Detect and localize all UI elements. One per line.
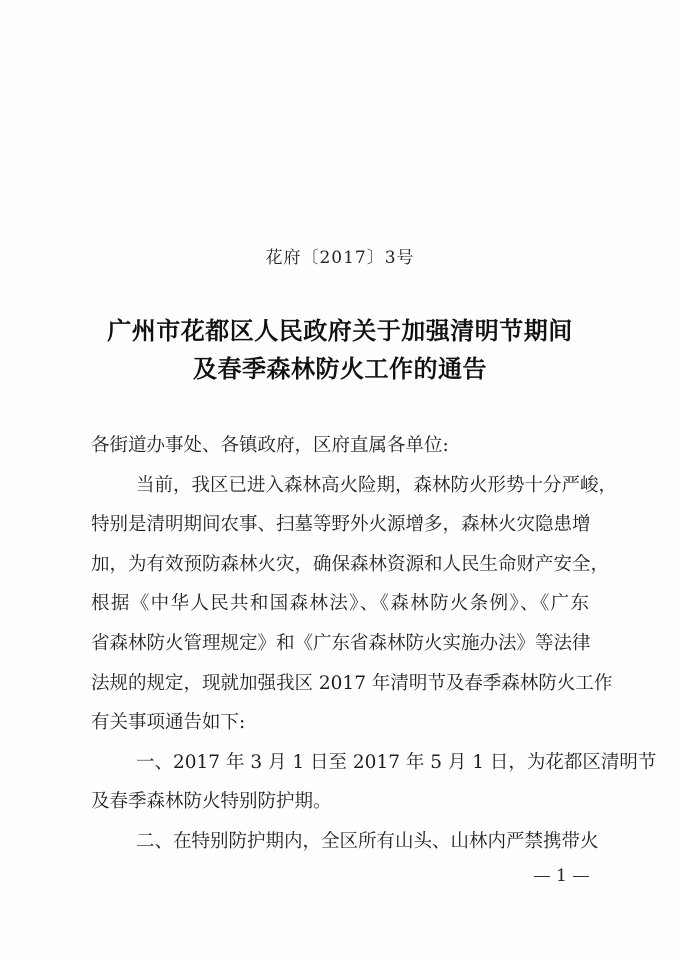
dash-left	[534, 876, 550, 878]
document-title	[60, 312, 620, 388]
body-line: 特别是清明期间农事、扫墓等野外火源增多，森林火灾隐患增	[91, 514, 591, 536]
salutation: 各街道办事处、各镇政府，区府直属各单位:	[91, 435, 449, 456]
item-one-line: 及春季森林防火特别防护期。	[91, 791, 332, 813]
item-two-line: 二、在特别防护期内，全区所有山头、山林内严禁携带火	[136, 830, 599, 852]
item-one-line: 一、2017 年 3 月 1 日至 2017 年 5 月 1 日，为花都区清明节	[136, 751, 657, 773]
document-body	[91, 426, 657, 862]
body-line: 法规的规定，现就加强我区 2017 年清明节及春季森林防火工作	[91, 672, 613, 694]
body-line: 有关事项通告如下:	[91, 712, 246, 734]
title-line-2: 及春季森林防火工作的通告	[193, 355, 487, 383]
body-line: 当前，我区已进入森林高火险期，森林防火形势十分严峻，	[136, 474, 618, 496]
document-number: 花府〔2017〕3号	[265, 248, 415, 268]
body-line: 省森林防火管理规定》和《广东省森林防火实施办法》等法律	[91, 632, 591, 654]
page-number	[528, 866, 595, 886]
body-line: 根据《中华人民共和国森林法》、《森林防火条例》、《广东	[91, 593, 589, 615]
title-line-1: 广州市花都区人民政府关于加强清明节期间	[107, 317, 573, 345]
page-number-value: 1	[556, 866, 567, 886]
dash-right	[573, 876, 589, 878]
body-line: 加，为有效预防森林火灾，确保森林资源和人民生命财产安全，	[91, 553, 610, 575]
